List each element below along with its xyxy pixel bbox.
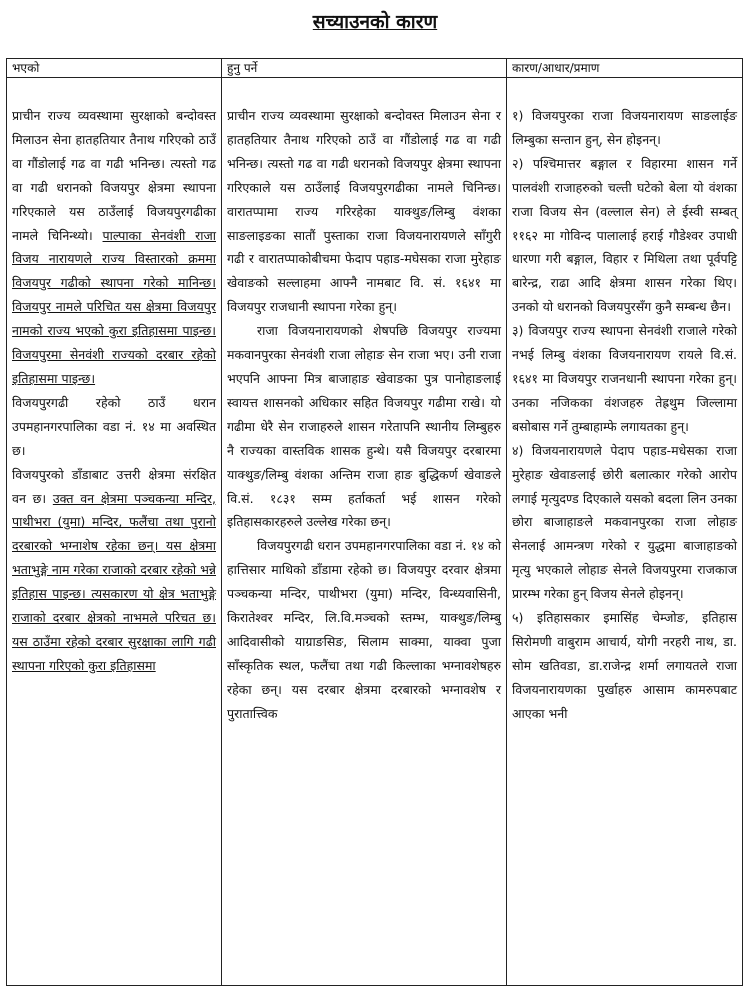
page-title: सच्याउनको कारण [312,11,438,33]
current-text-1: प्राचीन राज्य व्यवस्थामा सुरक्षाको बन्दोवस्त मिलाउन सेना हातहतियार तैनाथ गरिएको ठाउँ वा गौंडोलाई गढ वा गढी भनिन्छ। त्यस्तो गढ वा गढी धरानको विजयपुर क्षेत्रमा स्थापना गरिएकाले यस ठाउँलाई विजयपुरगढीका नामले चिनिन्थ्यो। [12,108,216,243]
header-should-be: हुनु पर्ने [222,59,507,78]
header-reason: कारण/आधार/प्रमाण [507,59,743,78]
reason-item-1: १) विजयपुरका राजा विजयनारायण साङलाईङ लिम्बुका सन्तान हुन्, सेन होइनन्। [512,108,737,147]
table-header-row [7,59,743,78]
cell-current [7,78,222,986]
header-current: भएको [7,59,222,78]
reason-item-4: ४) विजयनारायणले पेदाप पहाड-मधेसका राजा मुरेहाङ खेवाङलाई छोरी बलात्कार गरेको आरोप लगाई मृत्युदण्ड दिएकाले यसको बदला लिन उनका छोरा बाजाहाङले मकवानपुरका राजा लोहाङ सेनलाई आमन्त्रण गरेको र युद्धमा बाजाहाङको मृत्यु भएकाले लोहाङ सेनले विजयपुरमा राजकाज प्रारम्भ गरेका हुन् विजय सेनले होइनन्। [512,442,737,602]
cell-reason [507,78,743,986]
current-text-underlined-1: पाल्पाका सेनवंशी राजा विजय नारायणले राज्य विस्तारको क्रममा विजयपुर गढीको स्थापना गरेको मानिन्छ। विजयपुर नामले परिचित यस क्षेत्रमा विजयपुर नामको राज्य भएको कुरा इतिहासमा पाइन्छ। विजयपुरमा सेनवंशी राज्यको दरबार रहेको इतिहासमा पाइन्छ। [12,227,216,386]
current-text-3: विजयपुरको डाँडाबाट उत्तरी क्षेत्रमा संरक्षित वन छ। [12,466,216,506]
table-row [7,78,743,986]
should-be-text-1: प्राचीन राज्य व्यवस्थामा सुरक्षाको बन्दोवस्त मिलाउन सेना र हातहतियार तैनाथ गरिएको ठाउँ वा गौंडोलाई गढ वा गढी भनिन्छ। त्यस्तो गढ वा गढी धरानको विजयपुर क्षेत्रमा स्थापना गरिएकाले यस ठाउँलाई विजयपुरगढीका नामले चिनिन्छ। वारातप्पामा राज्य गरिरहेका याक्थुङ/लिम्बु वंशका साङलाइङका सातौं पुस्ताका राजा विजयनारायणले साँगुरी गढी र वारातप्पाकोबीचमा फेदाप पहाड-मघेसका राजा मुरेहाङ खेवाङको सल्लाहमा आफ्नै नामबाट वि. सं. १६४१ मा विजयपुर राजधानी स्थापना गरेका हुन्। [227,108,501,315]
should-be-text-3: विजयपुरगढी धरान उपमहानगरपालिका वडा नं. १४ को हात्तिसार माथिको डाँडामा रहेको छ। विजयपुर दरवार क्षेत्रमा पञ्चकन्या मन्दिर, पाथीभरा (युमा) मन्दिर, विन्ध्यवासिनी, किरातेश्वर मन्दिर, लि.वि.मञ्चको स्तम्भ, याक्थुङ/लिम्बु आदिवासीको याग्राङसिङ, सिलाम साक्मा, याक्वा पुजा साँस्कृतिक स्थल, फलैंचा तथा गढी किल्लाका भग्नावशेषहरु रहेका छन्। यस दरबार क्षेत्रमा दरबारको भग्नावशेष र पुरातात्त्विक [227,538,501,721]
current-text-2: विजयपुरगढी रहेको ठाउँ धरान उपमहानगरपालिका वडा नं. १४ मा अवस्थित छ। [12,394,216,458]
reason-item-2: २) पश्चिमात्तर बङ्गाल र विहारमा शासन गर्ने पालवंशी राजाहरुको चल्ती घटेको बेला यो वंशका राजा विजय सेन (वल्लाल सेन) ले ईस्वी सम्बत् ११६२ मा गोविन्द पालालाई हराई गौडेश्वर उपाधी धारणा गरी बङ्गाल, विहार र मिथिला तथा पूर्वपट्टि बारेन्द्र, राढा आदि क्षेत्रमा शासन गरेका थिए। उनको यो धरानको विजयपुरसँग कुनै सम्बन्ध छैन। [512,155,737,315]
cell-should-be [222,78,507,986]
reason-item-3: ३) विजयपुर राज्य स्थापना सेनवंशी राजाले गरेको नभई लिम्बु वंशका विजयनारायण रायले वि.सं. १६४१ मा विजयपुर राजनधानी स्थापना गरेका हुन्। उनका नजिकका वंशजहरु तेह्रथुम जिल्लामा बसोबास गर्ने तुम्बाहाम्फे लगायतका हुन्। [512,323,737,434]
should-be-text-2: राजा विजयनारायणको शेषपछि विजयपुर राज्यमा मकवानपुरका सेनवंशी राजा लोहाङ सेन राजा भए। उनी राजा भएपनि आफ्ना मित्र बाजाहाङ खेवाङका पुत्र पानोहाङलाई स्वायत्त शासनको अधिकार सहित विजयपुर गढीमा राखे। यो गढीमा धेरै सेन राजाहरुले शासन गरेतापनि स्थानीय लिम्बुहरु नै राज्यका वास्तविक शासक हुन्थे। यसै विजयपुर दरबारमा याक्थुङ/लिम्बु वंशका अन्तिम राजा हाङ बुद्धिकर्ण खेवाङले वि.सं. १८३१ सम्म हर्ताकर्ता भई शासन गरेको इतिहासकारहरुले उल्लेख गरेका छन्। [227,323,501,530]
current-text-underlined-2: उक्त वन क्षेत्रमा पञ्चकन्या मन्दिर, पाथीभरा (युमा) मन्दिर, फलैंचा तथा पुरानो दरबारको भग्नाशेष रहेका छन्। यस क्षेत्रमा भताभुङ्गे नाम गरेका राजाको दरबार रहेको भन्ने इतिहास पाइन्छ। त्यसकारण यो क्षेत्र भताभुङ्गे राजाको दरबार क्षेत्रको नाभमले परिचत छ। यस ठाउँमा रहेको दरबार सुरक्षाका लागि गढी स्थापना गरिएको कुरा इतिहासमा [12,490,216,673]
correction-table [6,58,743,986]
reason-item-5: ५) इतिहासकार इमासिंह चेम्जोङ, इतिहास सिरोमणी वाबुराम आचार्य, योगी नरहरी नाथ, डा. सोम खतिवडा, डा.राजेन्द्र शर्मा लगायतले राजा विजयनारायणका पुर्खाहरु आसाम कामरुपबाट आएका भनी [512,610,737,721]
